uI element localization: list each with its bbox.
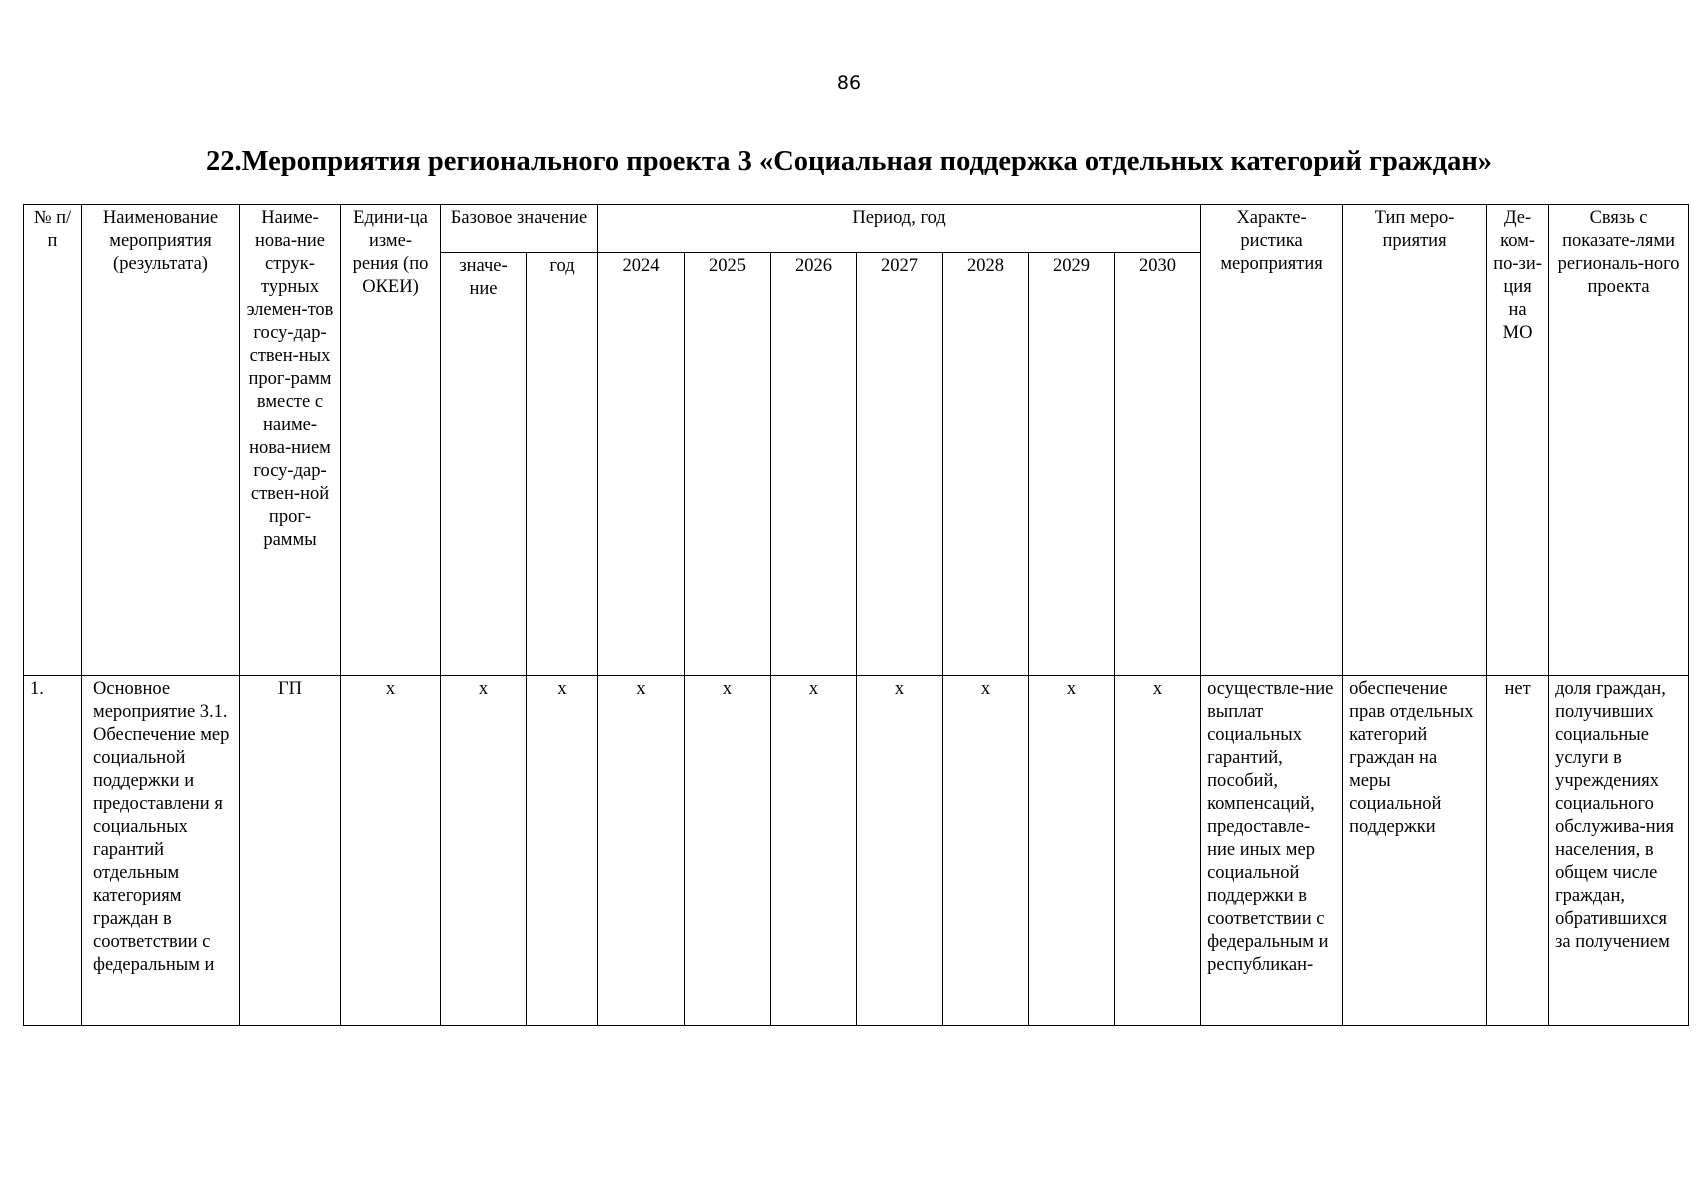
header-year: 2025 [685,253,771,676]
header-base-val: значе-ние [441,253,527,676]
page-title: 22.Мероприятия регионального проекта 3 «Социальная поддержка отдельных категорий граждан» [205,146,1493,177]
header-unit: Едини-ца изме-рения (по ОКЕИ) [341,205,441,676]
page-number: 86 [836,72,862,94]
cell-unit: х [341,676,441,1026]
cell-year-value: х [1115,676,1201,1026]
header-decomposition: Де-ком-по-зи-ция на МО [1487,205,1549,676]
header-year: 2026 [771,253,857,676]
header-year: 2027 [857,253,943,676]
header-link-indicators: Связь с показате-лями региональ-ного проекта [1549,205,1689,676]
header-row-1 [24,205,1689,253]
header-year: 2024 [598,253,685,676]
measures-table [23,204,1689,1026]
cell-year-value: х [857,676,943,1026]
header-year: 2029 [1029,253,1115,676]
table-row [24,676,1689,1026]
header-base-year: год [527,253,598,676]
cell-structural-element: ГП [240,676,341,1026]
header-name: Наименование мероприятия (результата) [82,205,240,676]
cell-link-indicators: доля граждан, получивших социальные услуги в учреждениях социального обслужива-ния населения, в общем числе граждан, обратившихся за получением [1549,676,1689,1026]
header-year: 2030 [1115,253,1201,676]
cell-year-value: х [943,676,1029,1026]
header-type: Тип меро-приятия [1343,205,1487,676]
cell-decomposition: нет [1487,676,1549,1026]
header-period: Период, год [598,205,1201,253]
cell-year-value: х [771,676,857,1026]
cell-year-value: х [685,676,771,1026]
cell-num: 1. [24,676,82,1026]
header-characteristic: Характе-ристика мероприятия [1201,205,1343,676]
cell-year-value: х [1029,676,1115,1026]
cell-characteristic: осуществле-ние выплат социальных гарантий, пособий, компенсаций, предоставле-ние иных мер социальной поддержки в соответствии с федеральным и республикан- [1201,676,1343,1026]
header-year: 2028 [943,253,1029,676]
header-base-value: Базовое значение [441,205,598,253]
cell-name: Основное мероприятие 3.1. Обеспечение мер социальной поддержки и предоставлени я социальных гарантий отдельным категориям граждан в соответствии с федеральным и [82,676,240,1026]
cell-type: обеспечение прав отдельных категорий граждан на меры социальной поддержки [1343,676,1487,1026]
header-structural-elements: Наиме-нова-ние струк-турных элемен-тов госу-дар-ствен-ных прог-рамм вместе с наиме-нова-нием госу-дар-ствен-ной прог-раммы [240,205,341,676]
header-num: № п/п [24,205,82,676]
cell-year-value: х [598,676,685,1026]
cell-base-value: х [441,676,527,1026]
cell-base-year: х [527,676,598,1026]
